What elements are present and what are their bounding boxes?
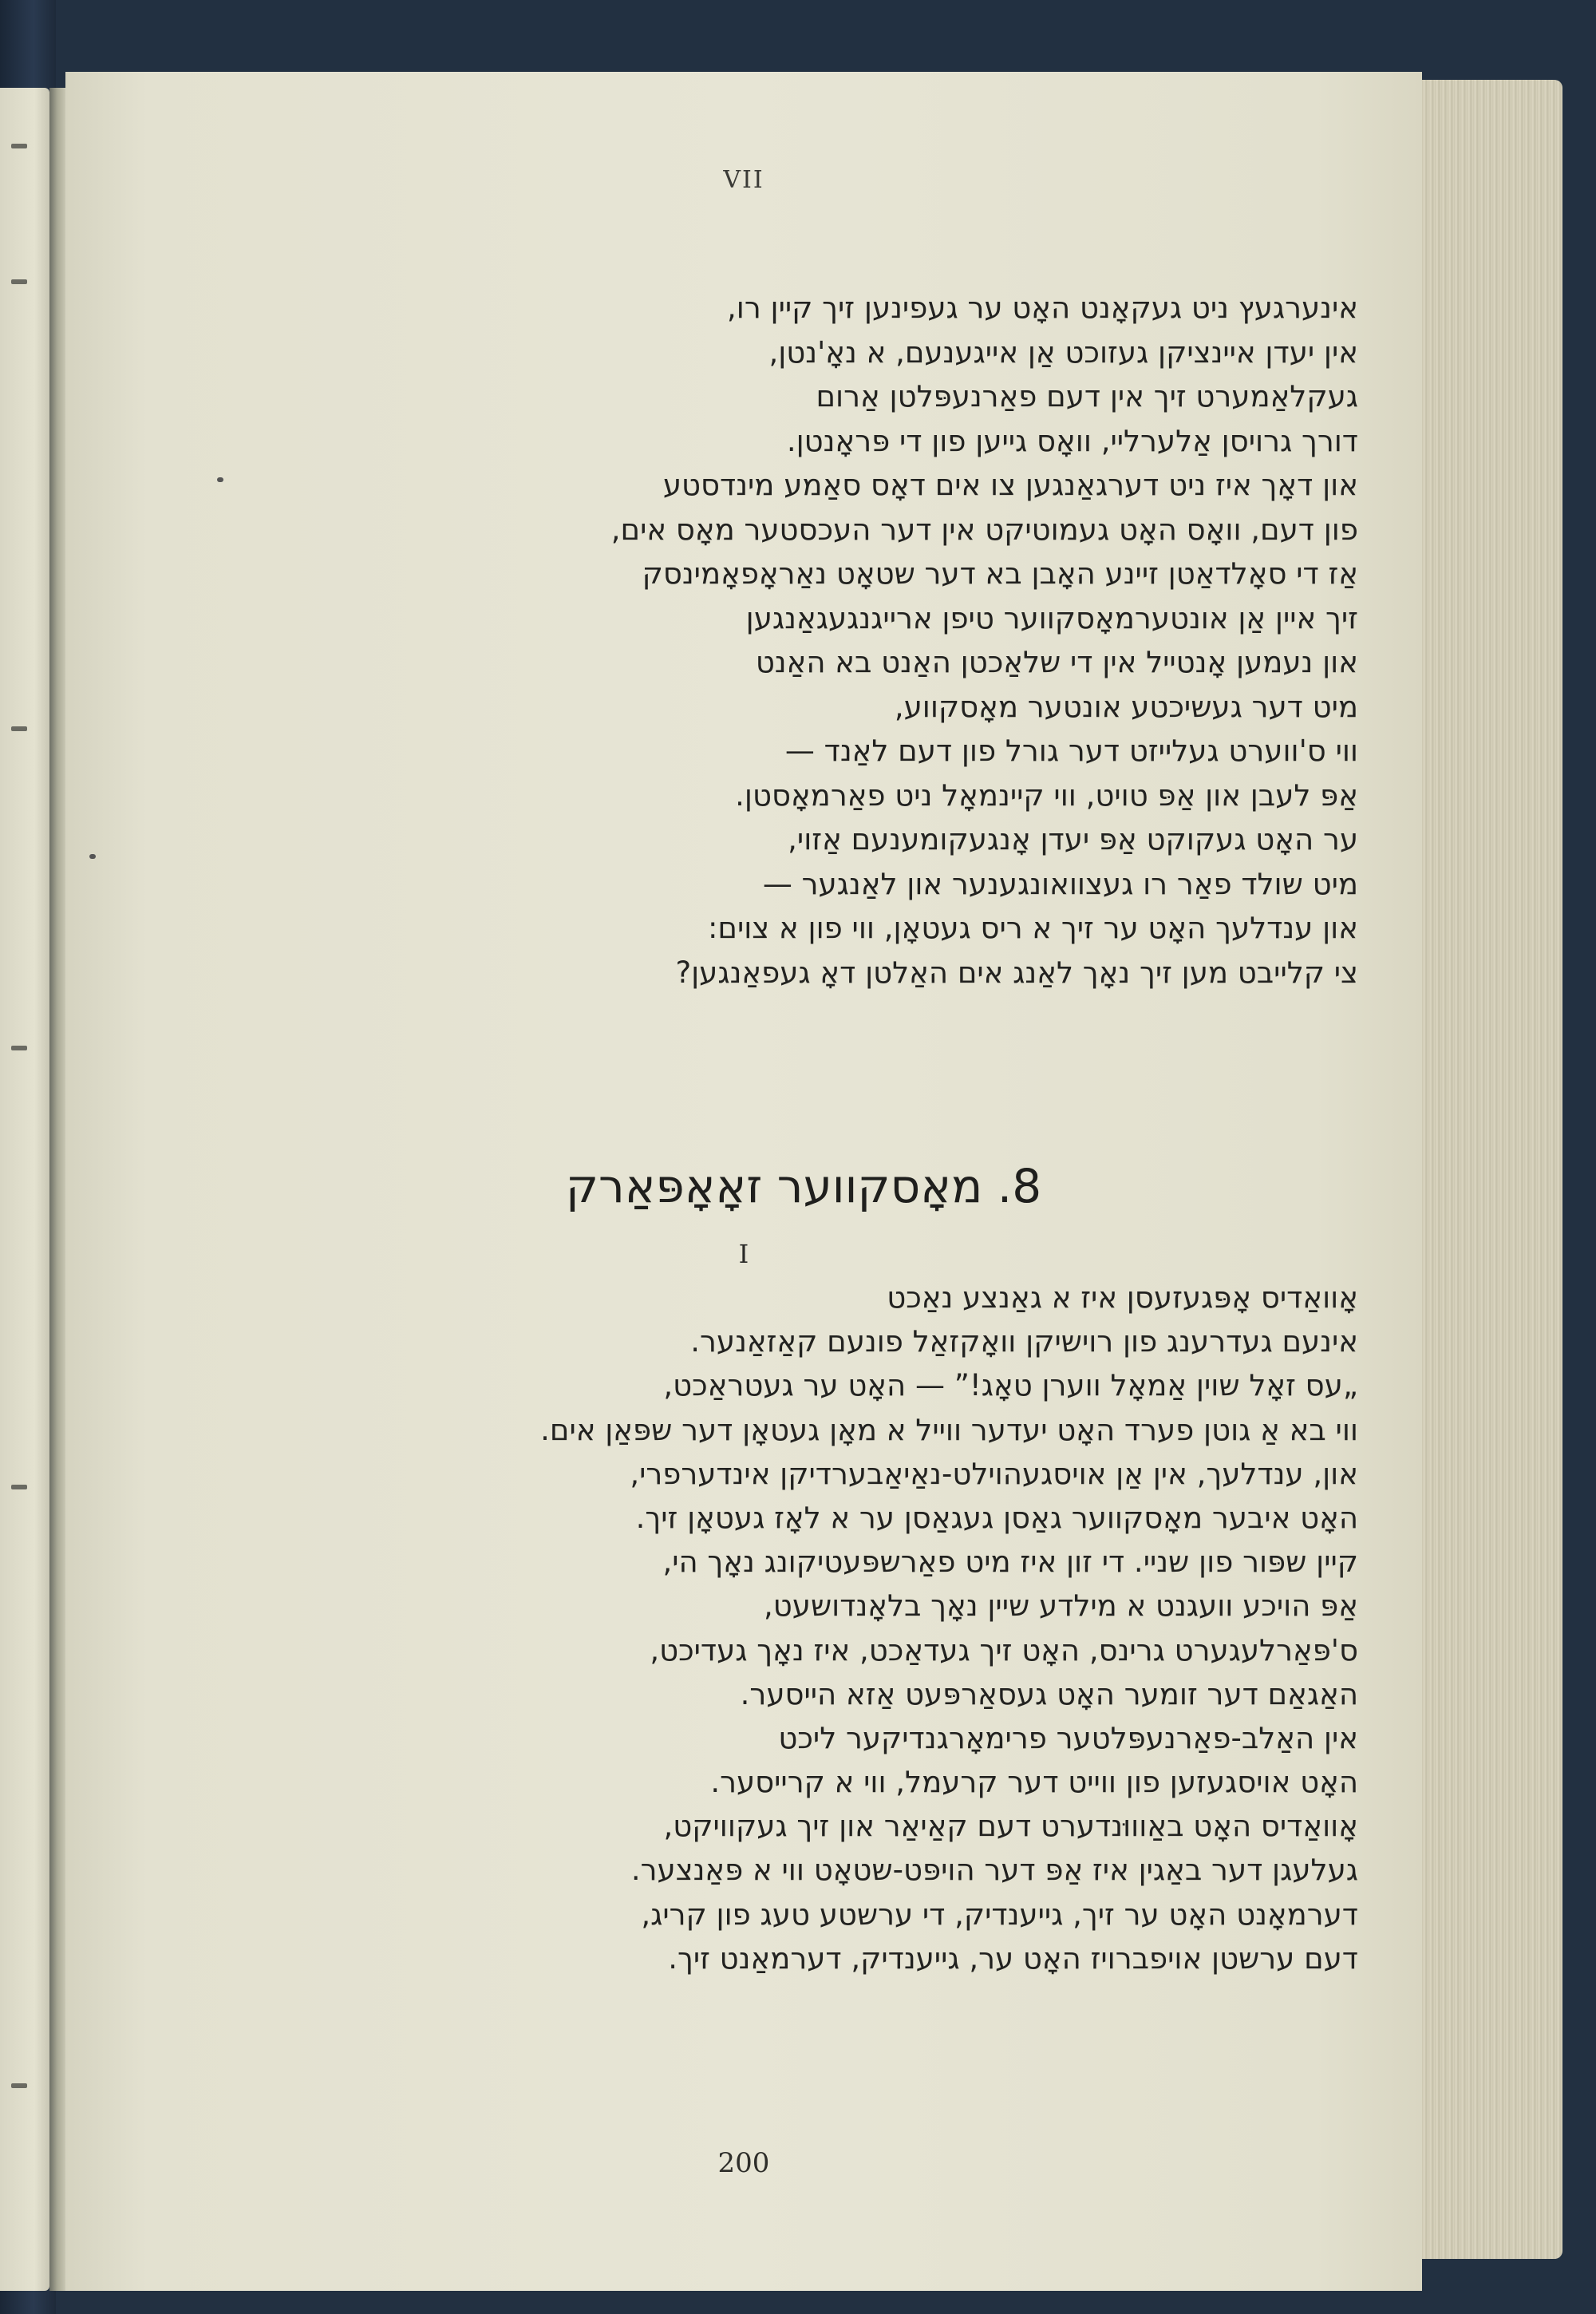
margin-dot <box>217 477 223 482</box>
book-gutter <box>49 88 65 2291</box>
left-page-edge <box>0 88 49 2291</box>
poem-line: אין יעדן איינציקן געזוכט אַן אייגענעם, א נאָ'נטן, <box>768 334 1358 370</box>
poem-line: געקלאַמערט זיך אין דעם פאַרנעפּלטן אַרום <box>816 379 1358 413</box>
ink-mark <box>11 2083 27 2088</box>
poem-line: „עס זאָל שוין אַמאָל ווערן טאָג!” — האָט ער געטראַכט, <box>663 1368 1358 1403</box>
poem-line: האַגאַם דער זומער האָט געסאַרפּעט אַזא הייסער. <box>740 1676 1358 1711</box>
poem-line: און נעמען אָנטייל אין די שלאַכטן האַנט בא האַנט <box>755 645 1358 679</box>
poem-line: פון דעם, וואָס האָט געמוטיקט אין דער העכסטער מאָס אים, <box>610 512 1358 547</box>
poem-line: ס'פּאַרלעגערט גרינס, האָט זיך געדאַכט, איז נאָך געדיכט, <box>650 1632 1358 1667</box>
poem-line: און ענדלעך האָט ער זיך א ריס געטאָן, ווי פון א צוים: <box>707 911 1358 945</box>
page-block-edge <box>1422 80 1562 2259</box>
poem-line: געלעגן דער באַגין איז אַפּ דער הויפּט-שטאָט ווי א פּאַנצער. <box>630 1853 1358 1888</box>
poem-line: זיך איין אַן אונטערמאָסקווער טיפן ארייגנגעגאַנגען <box>745 600 1358 635</box>
ink-mark <box>11 1485 27 1489</box>
poem-line: ווי בא אַ גוטן פערד האָט יעדער ווייל א מאָן געטאָן דער שפּאַן אים. <box>540 1412 1358 1447</box>
ink-mark <box>11 279 27 284</box>
poem-stanza-b <box>249 1276 1358 1980</box>
poem-line: דעם ערשטן אויפברויז האָט ער, גייענדיק, דערמאַנט זיך. <box>668 1940 1358 1976</box>
poem-line: צי קלייבט מען זיך נאָך לאַנג אים האַלטן דאָ געפאַנגען? <box>675 955 1358 990</box>
poem-line: אַז די סאָלדאַטן זיינע האָבן בא דער שטאָט נאַראָפאָמינסק <box>642 556 1358 591</box>
ink-mark <box>11 1046 27 1050</box>
running-head: VII <box>723 166 764 194</box>
poem-stanza-a <box>249 286 1358 995</box>
poem-line: האָט אויסגעזען פון ווייט דער קרעמל, ווי א קרייסער. <box>710 1765 1358 1800</box>
poem-line: קיין שפּור פון שניי. די זון איז מיט פאַרשפּעטיקונג נאָך הי, <box>662 1545 1358 1580</box>
poem-line: ער האָט געקוקט אַפּ יעדן אָנגעקומענעם אַזוי, <box>788 822 1358 856</box>
ink-mark <box>11 144 27 148</box>
poem-line: און דאָך איז ניט דערגאַנגען צו אים דאָס סאַמע מינדסטע <box>662 468 1358 502</box>
poem-line: אינעם געדרענג פון רוישיקן וואָקזאַל פונעם קאַזאַנער. <box>690 1324 1358 1359</box>
poem-line: און, ענדלעך, אין אַן אויסגעהוילט-נאַיאַבערדיקן אינדערפרי, <box>630 1456 1358 1491</box>
poem-line: אין האַלב-פאַרנעפּלטער פרימאָרגנדיקער ליכט <box>778 1720 1358 1755</box>
poem-line: אַפּ לעבן און אַפּ טויט, ווי קיינמאָל ניט פאַרמאָסטן. <box>735 777 1358 813</box>
poem-line: אינערגעץ ניט געקאָנט האָט ער געפינען זיך קיין רו, <box>727 291 1358 325</box>
poem-line: אָוואַדיס אָפּגעזעסן איז א גאַנצע נאַכט <box>887 1280 1358 1315</box>
poem-line: מיט שולד פאַר רו געצוואונגענער און לאַנגער — <box>762 866 1358 901</box>
page-number: 200 <box>717 2147 770 2179</box>
book-page <box>65 72 1422 2291</box>
section-title: 8. מאָסקווער זאָאָפּאַרק <box>565 1159 1042 1213</box>
ink-mark <box>11 726 27 731</box>
section-numeral: I <box>738 1239 749 1269</box>
poem-line: האָט איבער מאָסקווער גאַסן געגאַסן ער א לאָז געטאָן זיך. <box>635 1500 1358 1535</box>
margin-dot <box>89 854 96 859</box>
poem-line: אָוואַדיס האָט באַוווּנדערט דעם קאַיאַר און זיך געקוויקט, <box>663 1809 1358 1844</box>
poem-line: דערמאָנט האָט ער זיך, גייענדיק, די ערשטע טעג פון קריג, <box>641 1897 1358 1932</box>
poem-line: דורך גרויסן אַלערליי, וואָס גייען פון די פּראָנטן. <box>786 423 1358 458</box>
poem-line: מיט דער געשיכטע אונטער מאָסקווע, <box>894 689 1358 724</box>
poem-line: ווי ס'ווערט געלייזט דער גורל פון דעם לאַנד — <box>784 734 1358 768</box>
poem-line: אַפּ הויכע וועגנט א מילדע שיין נאָך בלאָנדושעט, <box>764 1588 1358 1624</box>
